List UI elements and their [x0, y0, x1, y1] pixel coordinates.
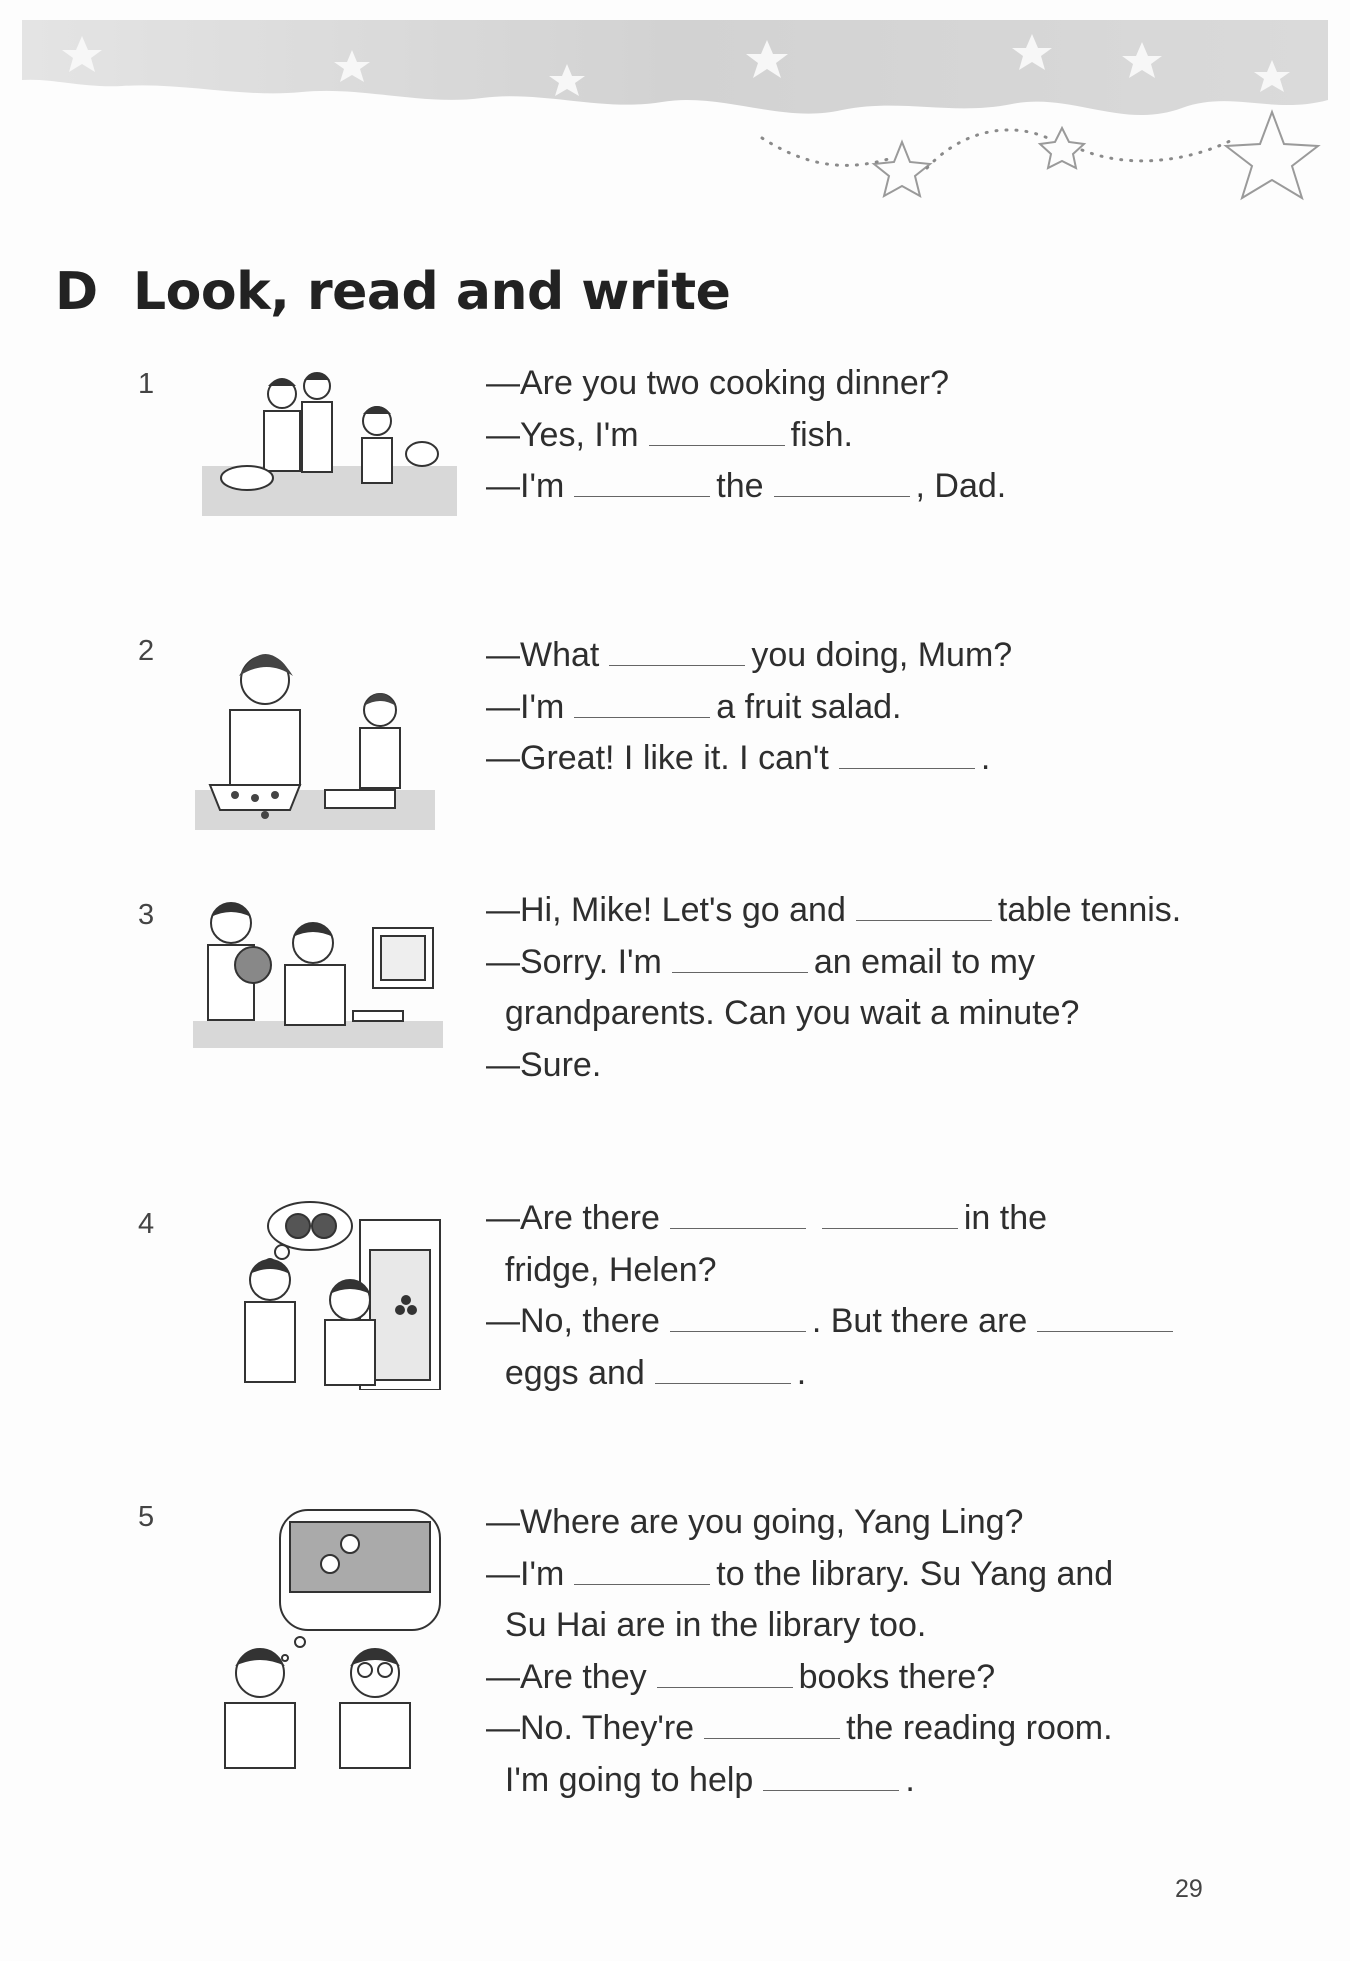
dialogue-line: [486, 1348, 1179, 1400]
answer-blank[interactable]: [822, 1218, 958, 1229]
line-text: —No, there: [486, 1302, 660, 1340]
section-heading: [55, 262, 730, 322]
answer-blank[interactable]: [1037, 1321, 1173, 1332]
line-text: you doing, Mum?: [751, 636, 1013, 674]
starry-banner: [22, 20, 1328, 230]
line-text: —Sorry. I'm: [486, 942, 662, 981]
mum-making-salad-illustration: [195, 640, 435, 830]
dialogue-line: [486, 1652, 1113, 1704]
answer-blank[interactable]: [574, 707, 710, 718]
section-title: Look, read and write: [133, 262, 731, 322]
exercise-item-2: [486, 630, 1012, 785]
exercise-item-1: [486, 358, 1006, 513]
dialogue-line: [486, 733, 1012, 785]
line-text: —Where are you going, Yang Ling?: [486, 1503, 1024, 1541]
line-text: in the: [963, 1199, 1048, 1237]
line-text: , Dad.: [915, 467, 1007, 505]
dialogue-line: [486, 1549, 1113, 1601]
line-text: —Are there: [486, 1199, 660, 1237]
answer-blank[interactable]: [672, 962, 808, 973]
line-text: .: [905, 1760, 915, 1799]
dialogue-line: [486, 461, 1006, 513]
line-text: table tennis.: [997, 891, 1182, 929]
dialogue-line: [486, 885, 1181, 937]
line-text: . But there are: [811, 1302, 1028, 1340]
dialogue-line: [486, 1040, 1181, 1092]
line-text: fish.: [790, 415, 853, 454]
exercise-item-5: [486, 1497, 1113, 1806]
dialogue-line: [486, 988, 1181, 1040]
answer-blank[interactable]: [763, 1780, 899, 1791]
line-text: —What: [486, 636, 600, 674]
line-text: to the library. Su Yang and: [716, 1554, 1114, 1593]
line-text: fridge, Helen?: [486, 1250, 717, 1289]
item-number: 1: [138, 368, 155, 400]
dialogue-line: [486, 358, 1006, 410]
line-text: books there?: [798, 1657, 996, 1696]
answer-blank[interactable]: [574, 1574, 710, 1585]
dialogue-line: [486, 1600, 1113, 1652]
line-text: the reading room.: [846, 1709, 1113, 1747]
page-number: 29: [1175, 1875, 1203, 1903]
dialogue-line: [486, 937, 1181, 989]
line-text: —I'm: [486, 687, 565, 726]
answer-blank[interactable]: [774, 486, 910, 497]
section-letter: D: [55, 262, 98, 322]
answer-blank[interactable]: [839, 758, 975, 769]
library-thought-illustration: [205, 1508, 445, 1773]
line-text: grandparents. Can you wait a minute?: [486, 994, 1080, 1032]
line-text: eggs and: [486, 1353, 645, 1392]
answer-blank[interactable]: [670, 1321, 806, 1332]
exercise-item-4: [486, 1193, 1179, 1399]
line-text: —Are they: [486, 1657, 647, 1696]
dialogue-line: [486, 1296, 1179, 1348]
dialogue-line: [486, 630, 1012, 682]
line-text: —I'm: [486, 467, 565, 505]
line-text: .: [980, 739, 991, 777]
answer-blank[interactable]: [704, 1728, 840, 1739]
item-number: 5: [138, 1501, 155, 1533]
answer-blank[interactable]: [657, 1677, 793, 1688]
answer-blank[interactable]: [856, 910, 992, 921]
item-number: 2: [138, 635, 155, 667]
kitchen-fridge-illustration: [210, 1190, 445, 1390]
line-text: —Yes, I'm: [486, 415, 639, 454]
dialogue-line: [486, 1193, 1179, 1245]
line-text: .: [796, 1353, 807, 1392]
dialogue-line: [486, 410, 1006, 462]
answer-blank[interactable]: [670, 1218, 806, 1229]
item-number: 3: [138, 899, 155, 931]
line-text: —Great! I like it. I can't: [486, 739, 829, 777]
line-text: —I'm: [486, 1554, 565, 1593]
line-text: —Sure.: [486, 1045, 602, 1084]
exercise-item-3: [486, 885, 1181, 1091]
line-text: a fruit salad.: [716, 687, 902, 726]
dialogue-line: [486, 1245, 1179, 1297]
answer-blank[interactable]: [609, 655, 745, 666]
dialogue-line: [486, 1703, 1113, 1755]
line-text: I'm going to help: [486, 1760, 754, 1799]
answer-blank[interactable]: [574, 486, 710, 497]
dialogue-line: [486, 682, 1012, 734]
dialogue-line: [486, 1497, 1113, 1549]
boys-computer-illustration: [193, 893, 443, 1048]
line-text: —Are you two cooking dinner?: [486, 364, 950, 402]
line-text: Su Hai are in the library too.: [486, 1606, 927, 1644]
dialogue-line: [486, 1755, 1113, 1807]
item-number: 4: [138, 1208, 155, 1240]
family-cooking-illustration: [202, 366, 457, 516]
line-text: —No. They're: [486, 1709, 695, 1747]
line-text: an email to my: [813, 942, 1035, 981]
answer-blank[interactable]: [655, 1373, 791, 1384]
answer-blank[interactable]: [649, 435, 785, 446]
line-text: —Hi, Mike! Let's go and: [486, 891, 846, 929]
line-text: the: [716, 467, 764, 505]
